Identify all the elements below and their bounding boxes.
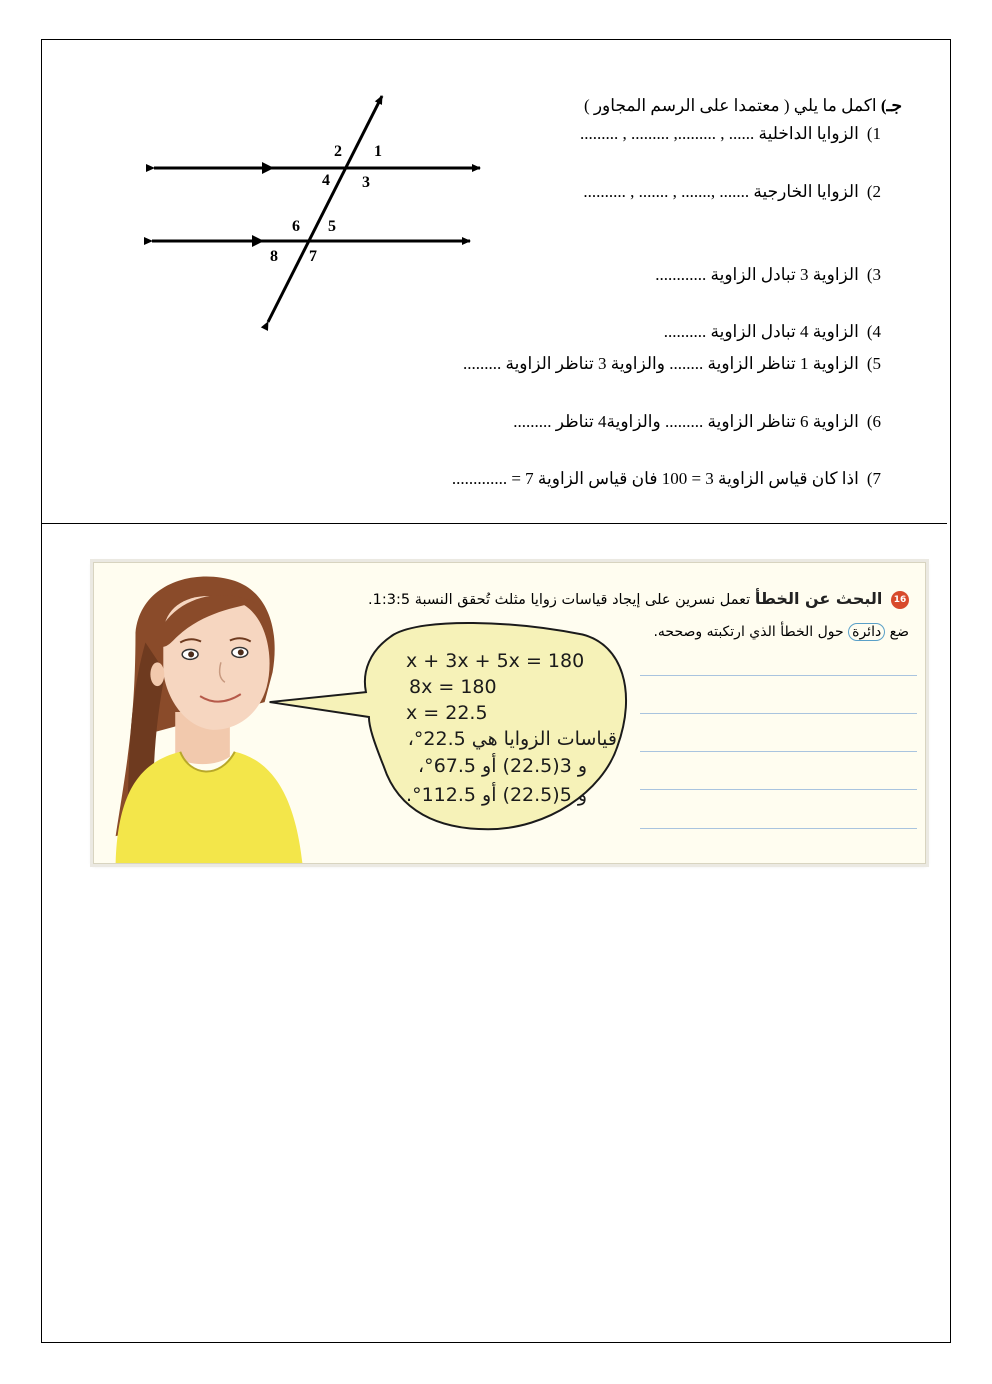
bubble-line-5: و 3(22.5) أو 67.5°، [418, 755, 587, 777]
question-number: 5) [866, 354, 881, 373]
angle-label-5: 5 [328, 218, 336, 235]
question-number: 4) [866, 322, 881, 341]
question-number: 6) [866, 412, 881, 431]
angle-label-2: 2 [334, 143, 342, 160]
angle-label-4: 4 [322, 172, 330, 189]
question-text: الزاوية 4 تبادل الزاوية .......... [663, 322, 859, 341]
instruction-after: حول الخطأ الذي ارتكبته وصححه. [653, 624, 844, 640]
transversal-line [268, 96, 382, 322]
textbook-clip [93, 562, 926, 864]
bubble-equation-1: x + 3x + 5x = 180 [406, 650, 585, 672]
bubble-line-4: قياسات الزوايا هي 22.5°، [407, 728, 617, 750]
error-analysis-heading [368, 589, 909, 609]
error-analysis-instruction [653, 623, 909, 641]
instruction-circled-word: دائرة [848, 623, 885, 641]
question-2 [583, 182, 881, 202]
answer-line [640, 828, 917, 829]
bubble-equation-3: x = 22.5 [406, 702, 488, 724]
angle-label-3: 3 [362, 174, 370, 191]
exercise-number-badge: 16 [891, 591, 909, 609]
question-number: 2) [866, 182, 881, 201]
question-4 [664, 322, 881, 342]
question-text: الزاوية 6 تناظر الزاوية ......... والزاوية4 تناظر ......... [513, 412, 859, 431]
answer-line [640, 713, 917, 714]
answer-line [640, 789, 917, 790]
bubble-equation-2: 8x = 180 [409, 676, 497, 698]
error-analysis-prompt: تعمل نسرين على إيجاد قياسات زوايا مثلث تُحقق النسبة 1:3:5. [368, 592, 751, 608]
question-text: الزوايا الخارجية ....... ,....... , ....... , .......... [583, 182, 859, 201]
answer-line [640, 751, 917, 752]
question-6 [513, 412, 881, 432]
question-3 [655, 265, 881, 285]
angle-label-1: 1 [374, 143, 382, 160]
angle-label-7: 7 [309, 248, 317, 265]
section-divider [41, 523, 947, 524]
answer-line [640, 675, 917, 676]
question-number: 3) [866, 265, 881, 284]
question-7 [452, 469, 881, 489]
parallel-lines-diagram [140, 88, 490, 333]
section-instruction: اكمل ما يلي ( معتمدا على الرسم المجاور ) [583, 96, 877, 115]
bottom-line-mid-arrow [252, 235, 264, 247]
section-label: جـ) [880, 96, 902, 115]
question-number: 1) [866, 124, 881, 143]
bubble-line-6: و 5(22.5) أو 112.5°. [406, 784, 587, 806]
angle-label-6: 6 [292, 218, 300, 235]
question-5 [463, 354, 881, 374]
question-text: اذا كان قياس الزاوية 3 = 100 فان قياس الزاوية 7 = ............. [451, 469, 859, 488]
question-number: 7) [866, 469, 881, 488]
question-1 [580, 124, 881, 144]
error-analysis-title: البحث عن الخطأ [754, 589, 883, 608]
section-title [584, 96, 902, 116]
question-text: الزاوية 1 تناظر الزاوية ........ والزاوية 3 تناظر الزاوية ......... [462, 354, 859, 373]
instruction-before: ضع [889, 624, 909, 640]
question-text: الزوايا الداخلية ...... , ........., ......... , ......... [580, 124, 859, 143]
question-text: الزاوية 3 تبادل الزاوية ............ [655, 265, 859, 284]
top-line-mid-arrow [262, 162, 274, 174]
angle-label-8: 8 [270, 248, 278, 265]
